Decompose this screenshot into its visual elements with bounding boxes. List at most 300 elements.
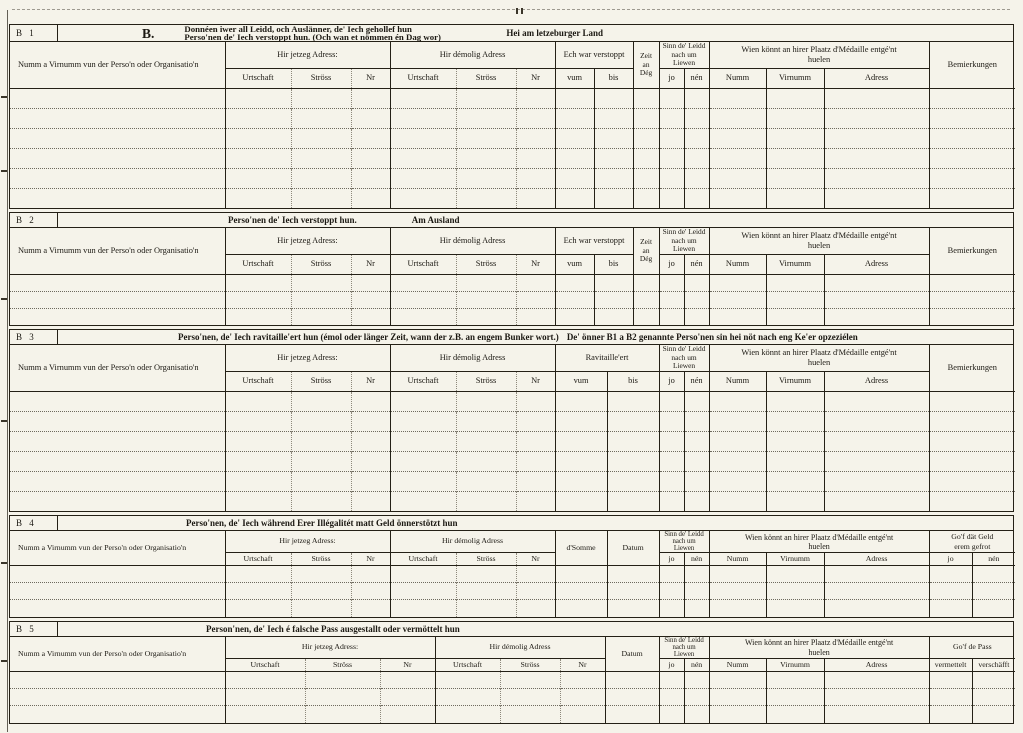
empty-cell bbox=[456, 491, 516, 511]
col-header-medal: Wien könnt an hirer Plaatz d'Médaille entgé'nt huelen bbox=[709, 637, 929, 659]
empty-cell bbox=[766, 689, 824, 706]
empty-cell bbox=[684, 431, 709, 451]
table-row bbox=[10, 451, 1015, 471]
empty-cell bbox=[605, 689, 659, 706]
empty-cell bbox=[824, 451, 929, 471]
empty-cell bbox=[824, 168, 929, 188]
col-header-nen: nén bbox=[684, 68, 709, 88]
empty-cell bbox=[766, 706, 824, 723]
empty-cell bbox=[594, 274, 633, 291]
empty-cell bbox=[929, 491, 1015, 511]
empty-cell bbox=[709, 188, 766, 208]
empty-cell bbox=[659, 672, 684, 689]
section-b3 bbox=[9, 329, 1014, 512]
empty-cell bbox=[500, 672, 560, 689]
section-b3-note: De' önner B1 a B2 genannte Perso'nen sin hei nöt nach eng Ke'er opzeziélen bbox=[566, 332, 858, 342]
empty-cell bbox=[633, 88, 659, 108]
col-header-numm: Numm bbox=[709, 68, 766, 88]
col-header-nr: Nr bbox=[516, 371, 555, 391]
empty-cell bbox=[684, 274, 709, 291]
empty-cell bbox=[225, 672, 305, 689]
empty-cell bbox=[351, 148, 390, 168]
empty-cell bbox=[824, 431, 929, 451]
empty-cell bbox=[709, 148, 766, 168]
empty-cell bbox=[390, 391, 456, 411]
empty-cell bbox=[291, 583, 351, 600]
col-header-jo: jo bbox=[659, 68, 684, 88]
empty-cell bbox=[390, 308, 456, 325]
empty-cell bbox=[291, 566, 351, 583]
empty-cell bbox=[291, 451, 351, 471]
empty-cell bbox=[10, 471, 225, 491]
empty-cell bbox=[351, 451, 390, 471]
empty-cell bbox=[291, 471, 351, 491]
empty-cell bbox=[684, 108, 709, 128]
empty-cell bbox=[456, 431, 516, 451]
empty-cell bbox=[709, 491, 766, 511]
empty-cell bbox=[594, 291, 633, 308]
empty-cell bbox=[972, 566, 1015, 583]
empty-cell bbox=[824, 88, 929, 108]
empty-cell bbox=[291, 108, 351, 128]
empty-cell bbox=[380, 706, 435, 723]
empty-cell bbox=[225, 274, 291, 291]
empty-cell bbox=[555, 411, 607, 431]
empty-cell bbox=[291, 148, 351, 168]
section-b1-letter: B. bbox=[142, 25, 155, 41]
empty-cell bbox=[351, 583, 390, 600]
empty-cell bbox=[929, 600, 972, 617]
empty-cell bbox=[929, 451, 1015, 471]
empty-cell bbox=[435, 706, 500, 723]
empty-cell bbox=[10, 391, 225, 411]
empty-cell bbox=[929, 391, 1015, 411]
empty-cell bbox=[824, 391, 929, 411]
empty-cell bbox=[972, 689, 1015, 706]
empty-cell bbox=[456, 566, 516, 583]
empty-cell bbox=[709, 706, 766, 723]
empty-cell bbox=[225, 583, 291, 600]
empty-cell bbox=[555, 274, 594, 291]
empty-cell bbox=[516, 411, 555, 431]
empty-cell bbox=[291, 88, 351, 108]
empty-cell bbox=[684, 128, 709, 148]
empty-cell bbox=[709, 471, 766, 491]
empty-cell bbox=[929, 148, 1015, 168]
empty-cell bbox=[225, 88, 291, 108]
empty-cell bbox=[456, 451, 516, 471]
col-header-present-address: Hir jetzeg Adress: bbox=[225, 228, 390, 254]
empty-cell bbox=[684, 600, 709, 617]
empty-cell bbox=[291, 168, 351, 188]
col-header-stross: Ströss bbox=[291, 68, 351, 88]
section-b3-title: Perso'nen, de' Iech ravitaille'ert hun (émol oder länger Zeit, wann der z.B. an engem Bunker wort.) bbox=[178, 332, 559, 342]
empty-cell bbox=[351, 308, 390, 325]
col-header-nen: nén bbox=[972, 553, 1015, 566]
col-header-nr: Nr bbox=[560, 659, 605, 672]
empty-cell bbox=[390, 471, 456, 491]
section-b1-titlebar bbox=[10, 25, 1013, 42]
empty-cell bbox=[709, 274, 766, 291]
empty-cell bbox=[824, 128, 929, 148]
section-b2-title: Perso'nen de' Iech verstoppt hun. bbox=[228, 215, 357, 225]
empty-cell bbox=[225, 308, 291, 325]
empty-cell bbox=[929, 411, 1015, 431]
empty-cell bbox=[516, 148, 555, 168]
col-header-name: Numm a Virnumm vun der Perso'n oder Organisatio'n bbox=[18, 362, 199, 372]
section-b5-tag: B 5 bbox=[10, 622, 58, 636]
scan-artifact bbox=[1, 170, 7, 172]
empty-cell bbox=[516, 431, 555, 451]
empty-cell bbox=[766, 583, 824, 600]
empty-cell bbox=[766, 168, 824, 188]
empty-cell bbox=[10, 566, 225, 583]
empty-cell bbox=[659, 431, 684, 451]
empty-cell bbox=[633, 188, 659, 208]
empty-cell bbox=[225, 566, 291, 583]
empty-cell bbox=[10, 148, 225, 168]
section-b5-titlebar bbox=[10, 622, 1013, 637]
empty-cell bbox=[10, 689, 225, 706]
empty-cell bbox=[560, 706, 605, 723]
empty-cell bbox=[824, 411, 929, 431]
empty-cell bbox=[929, 88, 1015, 108]
col-header-nr: Nr bbox=[351, 553, 390, 566]
col-header-ravitailleert: Ravitaille'ert bbox=[555, 345, 659, 371]
section-b4-titlebar bbox=[10, 516, 1013, 531]
section-b2-tag: B 2 bbox=[10, 213, 58, 227]
empty-cell bbox=[659, 108, 684, 128]
col-header-nr: Nr bbox=[516, 254, 555, 274]
empty-cell bbox=[659, 411, 684, 431]
empty-cell bbox=[516, 391, 555, 411]
b3-table bbox=[10, 345, 1015, 511]
empty-cell bbox=[225, 391, 291, 411]
col-header-bis: bis bbox=[594, 254, 633, 274]
empty-cell bbox=[659, 88, 684, 108]
section-b1-note: Hei am letzeburger Land bbox=[506, 28, 603, 38]
empty-cell bbox=[605, 706, 659, 723]
empty-cell bbox=[684, 411, 709, 431]
empty-cell bbox=[456, 411, 516, 431]
col-header-stross: Ströss bbox=[305, 659, 380, 672]
col-header-stross: Ströss bbox=[456, 254, 516, 274]
empty-cell bbox=[225, 471, 291, 491]
empty-cell bbox=[291, 391, 351, 411]
empty-cell bbox=[824, 672, 929, 689]
empty-cell bbox=[824, 148, 929, 168]
empty-cell bbox=[709, 689, 766, 706]
empty-cell bbox=[659, 168, 684, 188]
col-header-urtschaft: Urtschaft bbox=[225, 254, 291, 274]
empty-cell bbox=[516, 291, 555, 308]
empty-cell bbox=[929, 431, 1015, 451]
empty-cell bbox=[684, 491, 709, 511]
empty-cell bbox=[225, 168, 291, 188]
empty-cell bbox=[684, 391, 709, 411]
col-header-vum: vum bbox=[555, 254, 594, 274]
table-row bbox=[10, 411, 1015, 431]
empty-cell bbox=[351, 291, 390, 308]
col-header-jo: jo bbox=[659, 553, 684, 566]
empty-cell bbox=[555, 128, 594, 148]
empty-cell bbox=[516, 583, 555, 600]
empty-cell bbox=[555, 291, 594, 308]
empty-cell bbox=[633, 108, 659, 128]
section-b1-title-line1: Donnéen iwer all Leidd, och Auslänner, de' Iech gehollef hun bbox=[184, 25, 412, 34]
col-header-name: Numm a Virnumm vun der Perso'n oder Organisatio'n bbox=[18, 245, 199, 255]
table-row bbox=[10, 471, 1015, 491]
empty-cell bbox=[824, 274, 929, 291]
empty-cell bbox=[824, 491, 929, 511]
col-header-adress: Adress bbox=[824, 68, 929, 88]
col-header-alive: Sinn de' Leidd nach um Liewen bbox=[659, 637, 709, 659]
empty-cell bbox=[824, 108, 929, 128]
empty-cell bbox=[824, 706, 929, 723]
col-header-medal: Wien könnt an hirer Plaatz d'Médaille entgé'nt huelen bbox=[709, 228, 929, 254]
col-header-urtschaft: Urtschaft bbox=[225, 68, 291, 88]
empty-cell bbox=[684, 471, 709, 491]
table-row bbox=[10, 706, 1015, 723]
empty-cell bbox=[225, 148, 291, 168]
empty-cell bbox=[555, 431, 607, 451]
table-row bbox=[10, 689, 1015, 706]
table-row bbox=[10, 391, 1015, 411]
empty-cell bbox=[594, 108, 633, 128]
empty-cell bbox=[555, 451, 607, 471]
empty-cell bbox=[684, 308, 709, 325]
empty-cell bbox=[684, 148, 709, 168]
col-header-urtschaft: Urtschaft bbox=[225, 659, 305, 672]
empty-cell bbox=[684, 451, 709, 471]
empty-cell bbox=[594, 88, 633, 108]
empty-cell bbox=[594, 168, 633, 188]
b1-table bbox=[10, 42, 1015, 208]
empty-cell bbox=[709, 600, 766, 617]
empty-cell bbox=[390, 108, 456, 128]
col-header-jo: jo bbox=[929, 553, 972, 566]
empty-cell bbox=[659, 471, 684, 491]
empty-cell bbox=[10, 274, 225, 291]
empty-cell bbox=[291, 308, 351, 325]
empty-cell bbox=[607, 566, 659, 583]
empty-cell bbox=[824, 689, 929, 706]
empty-cell bbox=[291, 274, 351, 291]
empty-cell bbox=[10, 188, 225, 208]
empty-cell bbox=[555, 391, 607, 411]
table-row bbox=[10, 672, 1015, 689]
empty-cell bbox=[351, 471, 390, 491]
col-header-nr: Nr bbox=[351, 254, 390, 274]
table-row bbox=[10, 128, 1015, 148]
empty-cell bbox=[456, 188, 516, 208]
empty-cell bbox=[607, 471, 659, 491]
empty-cell bbox=[555, 566, 607, 583]
empty-cell bbox=[516, 108, 555, 128]
empty-cell bbox=[594, 148, 633, 168]
empty-cell bbox=[435, 689, 500, 706]
empty-cell bbox=[10, 308, 225, 325]
col-header-nen: nén bbox=[684, 254, 709, 274]
empty-cell bbox=[351, 411, 390, 431]
empty-cell bbox=[516, 128, 555, 148]
empty-cell bbox=[225, 411, 291, 431]
empty-cell bbox=[684, 706, 709, 723]
table-row bbox=[10, 88, 1015, 108]
empty-cell bbox=[456, 391, 516, 411]
col-header-nen: nén bbox=[684, 371, 709, 391]
col-header-present-address: Hir jetzeg Adress: bbox=[225, 42, 390, 68]
empty-cell bbox=[390, 88, 456, 108]
empty-cell bbox=[607, 391, 659, 411]
table-row bbox=[10, 600, 1015, 617]
table-row bbox=[10, 566, 1015, 583]
empty-cell bbox=[659, 291, 684, 308]
col-header-adress: Adress bbox=[824, 371, 929, 391]
col-header-stross: Ströss bbox=[456, 68, 516, 88]
empty-cell bbox=[929, 274, 1015, 291]
empty-cell bbox=[766, 411, 824, 431]
empty-cell bbox=[929, 308, 1015, 325]
empty-cell bbox=[456, 88, 516, 108]
empty-cell bbox=[351, 600, 390, 617]
empty-cell bbox=[709, 88, 766, 108]
col-header-medal: Wien könnt an hirer Plaatz d'Médaille entgé'nt huelen bbox=[709, 345, 929, 371]
col-header-money-returned: Go'f dät Geld erem gefrot bbox=[929, 531, 1015, 553]
col-header-nr: Nr bbox=[351, 68, 390, 88]
col-header-alive: Sinn de' Leidd nach um Liewen bbox=[659, 531, 709, 553]
col-header-remarks: Bemierkungen bbox=[929, 345, 1015, 391]
empty-cell bbox=[605, 672, 659, 689]
empty-cell bbox=[659, 148, 684, 168]
section-b2-titlebar bbox=[10, 213, 1013, 228]
empty-cell bbox=[766, 274, 824, 291]
empty-cell bbox=[766, 128, 824, 148]
empty-cell bbox=[456, 128, 516, 148]
empty-cell bbox=[766, 471, 824, 491]
empty-cell bbox=[659, 274, 684, 291]
empty-cell bbox=[766, 491, 824, 511]
empty-cell bbox=[709, 168, 766, 188]
b2-table bbox=[10, 228, 1015, 325]
col-header-pass-given: Go'f de Pass bbox=[929, 637, 1015, 659]
empty-cell bbox=[555, 108, 594, 128]
empty-cell bbox=[659, 491, 684, 511]
section-b1-title bbox=[184, 25, 486, 41]
empty-cell bbox=[929, 188, 1015, 208]
col-header-virnumm: Virnumm bbox=[766, 659, 824, 672]
table-row bbox=[10, 308, 1015, 325]
empty-cell bbox=[10, 88, 225, 108]
empty-cell bbox=[555, 308, 594, 325]
empty-cell bbox=[390, 600, 456, 617]
col-header-remarks: Bemierkungen bbox=[929, 42, 1015, 88]
col-header-jo: jo bbox=[659, 371, 684, 391]
col-header-numm: Numm bbox=[709, 254, 766, 274]
empty-cell bbox=[560, 689, 605, 706]
section-b5 bbox=[9, 621, 1014, 724]
empty-cell bbox=[390, 168, 456, 188]
empty-cell bbox=[709, 308, 766, 325]
empty-cell bbox=[456, 291, 516, 308]
empty-cell bbox=[305, 689, 380, 706]
empty-cell bbox=[766, 451, 824, 471]
empty-cell bbox=[766, 188, 824, 208]
col-header-alive: Sinn de' Leidd nach um Liewen bbox=[659, 42, 709, 68]
empty-cell bbox=[351, 491, 390, 511]
empty-cell bbox=[684, 188, 709, 208]
empty-cell bbox=[824, 291, 929, 308]
empty-cell bbox=[380, 689, 435, 706]
empty-cell bbox=[516, 88, 555, 108]
col-header-urtschaft: Urtschaft bbox=[390, 553, 456, 566]
empty-cell bbox=[10, 583, 225, 600]
empty-cell bbox=[225, 600, 291, 617]
empty-cell bbox=[633, 308, 659, 325]
empty-cell bbox=[972, 583, 1015, 600]
empty-cell bbox=[305, 706, 380, 723]
col-header-name: Numm a Virnumm vun der Perso'n oder Organisatio'n bbox=[18, 542, 187, 552]
empty-cell bbox=[10, 600, 225, 617]
table-row bbox=[10, 583, 1015, 600]
empty-cell bbox=[516, 566, 555, 583]
section-b2-note: Am Ausland bbox=[411, 215, 460, 225]
empty-cell bbox=[291, 491, 351, 511]
empty-cell bbox=[10, 431, 225, 451]
col-header-name: Numm a Virnumm vun der Perso'n oder Organisatio'n bbox=[18, 59, 199, 69]
empty-cell bbox=[291, 411, 351, 431]
col-header-urtschaft: Urtschaft bbox=[435, 659, 500, 672]
col-header-zeit: Zeit an Dég bbox=[633, 42, 659, 88]
empty-cell bbox=[516, 308, 555, 325]
empty-cell bbox=[555, 583, 607, 600]
empty-cell bbox=[555, 148, 594, 168]
empty-cell bbox=[824, 600, 929, 617]
col-header-name: Numm a Virnumm vun der Perso'n oder Organisatio'n bbox=[18, 648, 187, 658]
empty-cell bbox=[594, 308, 633, 325]
scan-artifact bbox=[1, 420, 7, 422]
col-header-nr: Nr bbox=[351, 371, 390, 391]
empty-cell bbox=[929, 583, 972, 600]
empty-cell bbox=[607, 600, 659, 617]
empty-cell bbox=[351, 274, 390, 291]
empty-cell bbox=[291, 128, 351, 148]
empty-cell bbox=[351, 431, 390, 451]
empty-cell bbox=[10, 411, 225, 431]
col-header-urtschaft: Urtschaft bbox=[390, 254, 456, 274]
empty-cell bbox=[594, 128, 633, 148]
empty-cell bbox=[291, 188, 351, 208]
col-header-somme: d'Somme bbox=[555, 531, 607, 566]
empty-cell bbox=[684, 689, 709, 706]
empty-cell bbox=[709, 291, 766, 308]
empty-cell bbox=[291, 291, 351, 308]
empty-cell bbox=[390, 188, 456, 208]
empty-cell bbox=[516, 471, 555, 491]
empty-cell bbox=[766, 291, 824, 308]
empty-cell bbox=[225, 431, 291, 451]
table-row bbox=[10, 188, 1015, 208]
empty-cell bbox=[390, 291, 456, 308]
scan-artifact bbox=[1, 660, 7, 662]
empty-cell bbox=[766, 600, 824, 617]
empty-cell bbox=[456, 274, 516, 291]
empty-cell bbox=[929, 706, 972, 723]
table-row bbox=[10, 274, 1015, 291]
col-header-bis: bis bbox=[594, 68, 633, 88]
col-header-remarks: Bemierkungen bbox=[929, 228, 1015, 274]
col-header-adress: Adress bbox=[824, 254, 929, 274]
